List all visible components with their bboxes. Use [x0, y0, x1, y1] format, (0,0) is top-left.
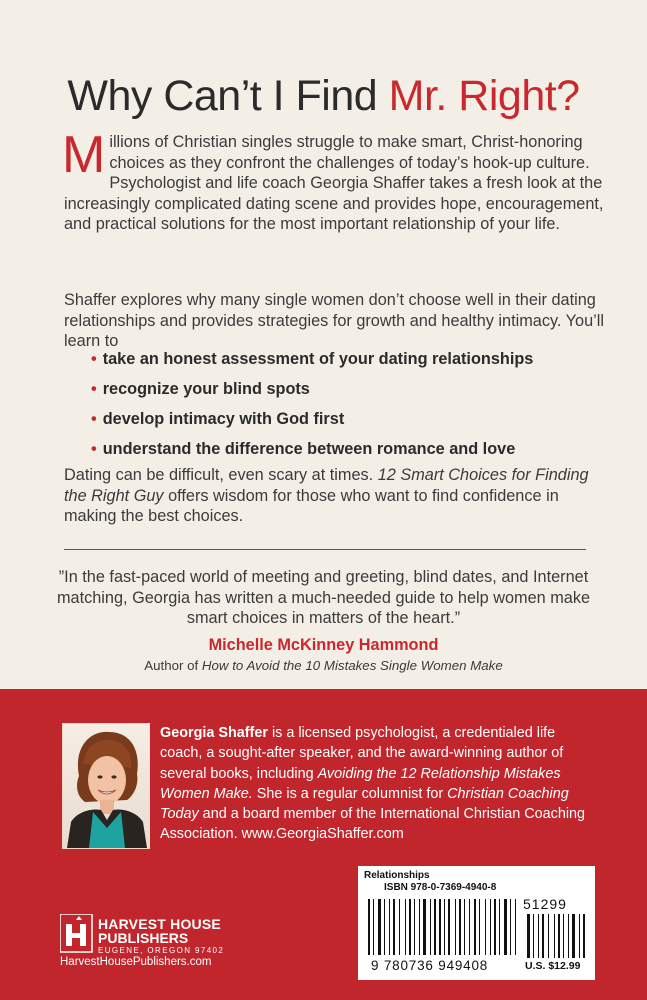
divider: [64, 549, 586, 550]
barcode-digits: 9 780736 949408: [371, 958, 489, 973]
list-item-text: develop intimacy with God first: [102, 410, 345, 428]
price: U.S. $12.99: [525, 960, 581, 972]
bullet-icon: •: [91, 410, 97, 428]
learning-list: [91, 344, 533, 464]
list-item: [91, 434, 533, 464]
endorsement-author: Michelle McKinney Hammond: [208, 636, 439, 654]
list-item-text: take an honest assessment of your dating relationships: [102, 350, 534, 368]
intro-paragraph: [62, 126, 604, 235]
publisher-url: HarvestHousePublishers.com: [60, 956, 212, 968]
endorsement-quote: ”In the fast-paced world of meeting and greeting, blind dates, and Internet matching, Georgia has written a much-needed guide to help women make smart choices in matters of the heart.”: [56, 568, 591, 627]
list-item: [91, 374, 533, 404]
source-prefix: Author of: [144, 658, 202, 673]
source-book-title: How to Avoid the 10 Mistakes Single Women Make: [201, 658, 503, 673]
book-title: 12 Smart Choices for Finding the Right Guy: [64, 466, 589, 505]
bio-text-1: is a licensed psychologist, a credentialed life coach, a sought-after speaker, and the award-winning author of several books, including: [160, 725, 564, 782]
list-item: [91, 344, 533, 374]
closing-text-after: offers wisdom for those who want to find confidence in making the best choices.: [64, 486, 559, 525]
bullet-icon: •: [91, 350, 97, 368]
headline-part1: Why Can’t I Find: [67, 72, 389, 120]
bio-magazine-title: Christian Coaching Today: [160, 785, 569, 823]
author-photo: [62, 723, 150, 849]
bio-text-2: She is a regular columnist for: [252, 785, 448, 802]
publisher-location: EUGENE, OREGON 97402: [98, 946, 225, 955]
explore-paragraph: Shaffer explores why many single women don’t choose well in their dating relationships and provides strategies for growth and healthy intimacy. You’ll learn to: [64, 291, 604, 350]
barcode-supplement-number: 51299: [523, 896, 567, 912]
closing-text-before: Dating can be difficult, even scary at times.: [64, 466, 378, 484]
barcode-category: Relationships: [364, 870, 430, 881]
isbn-number: ISBN 978-0-7369-4940-8: [384, 882, 497, 893]
author-name: Georgia Shaffer: [160, 725, 268, 741]
bullet-icon: •: [91, 440, 97, 458]
list-item-text: recognize your blind spots: [102, 380, 310, 398]
publisher-name-line1: HARVEST HOUSE: [98, 916, 221, 932]
list-item: [91, 404, 533, 434]
closing-paragraph: [64, 465, 604, 527]
bio-book-title: Avoiding the 12 Relationship Mistakes Women Make.: [160, 765, 561, 802]
author-bio: [160, 723, 600, 845]
drop-cap: M: [62, 126, 106, 184]
intro-text: illions of Christian singles struggle to make smart, Christ-honoring choices as they confront the challenges of today’s hook-up culture. Psychologist and life coach Georgia Shaffer takes a fresh look at the increasingly complicated dating scene and provides hope, encouragement, and practical solutions for the most important relationship of your life.: [64, 133, 604, 233]
headline: [0, 72, 647, 121]
endorsement-source: [0, 658, 647, 673]
publisher-name-line2: PUBLISHERS: [98, 930, 189, 946]
list-item-text: understand the difference between romance and love: [102, 440, 516, 458]
headline-accent: Mr. Right?: [388, 72, 580, 120]
bio-text-3: and a board member of the International Christian Coaching Association. www.GeorgiaShaffer.com: [160, 806, 586, 843]
bullet-icon: •: [91, 380, 97, 398]
